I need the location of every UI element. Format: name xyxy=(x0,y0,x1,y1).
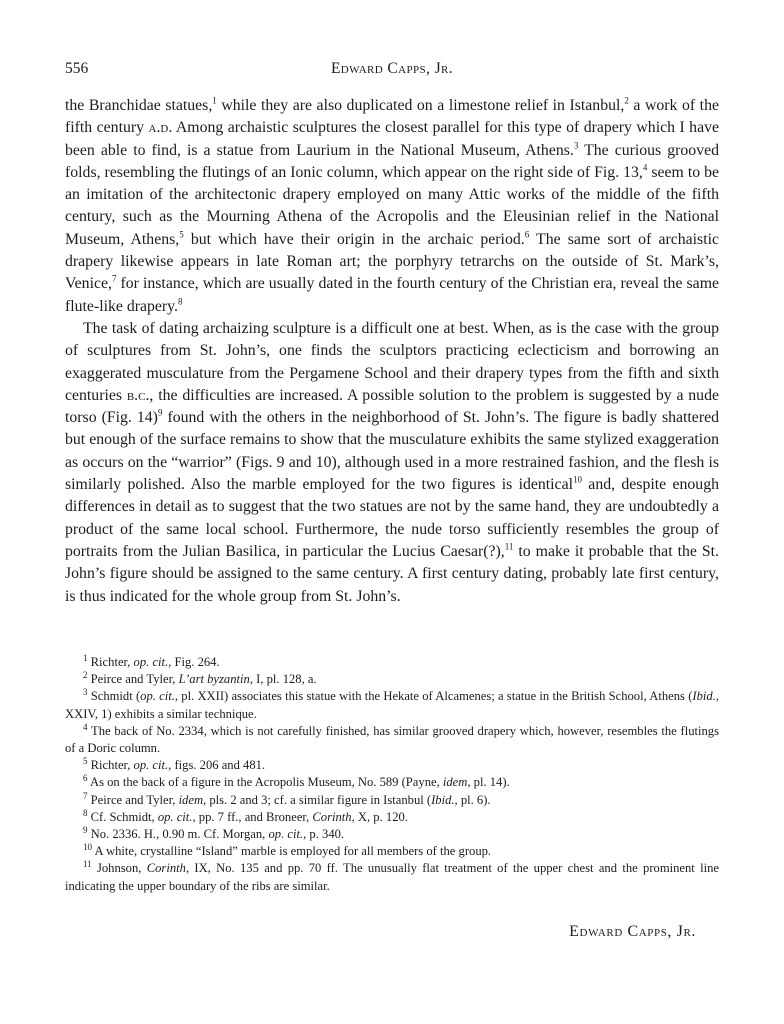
footnote-text-run: , XXIV, 1) exhibits a similar technique. xyxy=(65,689,719,721)
footnote-ref: 9 xyxy=(157,407,163,418)
author-signature: Edward Capps, Jr. xyxy=(569,923,696,940)
footnote-text-run: Cf. Schmidt, xyxy=(90,809,158,824)
footnote-italic-run: op. cit. xyxy=(133,655,169,669)
running-head: Edward Capps, Jr. xyxy=(330,60,454,77)
footnote-text-run: , pl. 14). xyxy=(467,775,510,790)
text-run: while they are also duplicated on a limestone relief in Istanbul, xyxy=(216,97,625,114)
footnote-text-run: A white, crystalline “Island” marble is employed for all members of the group. xyxy=(94,844,492,859)
footnote-italic-run: op. cit. xyxy=(268,827,304,842)
footnote-number: 11 xyxy=(83,859,92,870)
footnotes xyxy=(65,654,719,895)
footnote-italic-run: op. cit. xyxy=(133,758,169,773)
footnote-ref: 6 xyxy=(524,229,530,240)
footnote-italic-run: Ibid. xyxy=(431,792,455,807)
footnote-ref: 7 xyxy=(111,274,117,285)
footnote-number: 1 xyxy=(83,652,88,663)
footnote-italic-run: L’art byzantin xyxy=(178,672,250,687)
text-run: the Branchidae statues, xyxy=(65,97,213,114)
footnote xyxy=(65,671,719,688)
text-run: a work of the fifth century xyxy=(65,97,719,137)
footnote xyxy=(65,826,719,843)
footnote-italic-run: op. cit. xyxy=(157,809,193,824)
footnote-text-run: , pls. 2 and 3; cf. a similar figure in Istanbul ( xyxy=(203,792,432,807)
text-run: but which have their origin in the archaic period. xyxy=(183,230,525,248)
body-text xyxy=(65,95,719,608)
text-run: Among archaistic sculptures the closest parallel for this type of drapery which I have been able to find, is a statue from Laurium in the National Museum, Athens. xyxy=(65,119,720,159)
footnote-ref: 10 xyxy=(572,474,582,485)
footnote-italic-run: idem xyxy=(442,775,468,790)
footnote-number: 8 xyxy=(83,807,88,818)
text-run: The curious grooved folds, resembling the flutings of an Ionic column, which appear on the right side of Fig. 13, xyxy=(65,141,719,181)
footnote-text-run: Schmidt ( xyxy=(90,689,141,704)
footnote xyxy=(65,792,719,809)
text-run: and, despite enough differences in detail as to suggest that the two statues are not by the same hand, they are undoubtedly a product of the same local school. Furthermore, the nude torso sufficiently resembles the group of portraits from the Julian Basilica, in particular the Lucius Caesar(?), xyxy=(65,476,719,560)
footnote-italic-run: Ibid. xyxy=(692,689,716,704)
footnote-text-run: Johnson, xyxy=(96,861,147,876)
footnote-text-run: , pl. XXII) associates this statue with the Hekate of Alcamenes; a statue in the British School, Athens ( xyxy=(174,689,693,704)
page-number: 556 xyxy=(65,60,89,77)
footnote-text-run: Richter, xyxy=(90,655,134,669)
footnote-text-run: , I, pl. 128, a. xyxy=(249,672,317,687)
era-abbrev: a.d. xyxy=(148,119,173,137)
footnote-number: 10 xyxy=(83,842,92,853)
text-run: to make it probable that the St. John’s figure should be assigned to the same century. A first century dating, probably late first century, is thus indicated for the whole group from St. John’s. xyxy=(65,542,719,605)
footnote-text-run: The back of No. 2334, which is not carefully finished, has similar grooved drapery which, however, resembles the flutings of a Doric column. xyxy=(65,723,719,756)
text-run: The same sort of archaistic drapery likewise appears in late Roman art; the porphyry tetrarchs on the outside of St. Mark’s, Venice, xyxy=(65,230,719,293)
footnote xyxy=(65,723,719,757)
footnote-number: 3 xyxy=(83,687,88,698)
footnote-number: 2 xyxy=(83,670,88,681)
footnote-text-run: , Fig. 264. xyxy=(168,655,220,669)
footnote xyxy=(65,654,719,671)
footnote-text-run: , X, p. 120. xyxy=(351,809,408,824)
footnote-text-run: Peirce and Tyler, xyxy=(90,672,179,687)
footnote-ref: 1 xyxy=(212,95,217,106)
text-run: seem to be an imitation of the architectonic drapery employed on many Attic works of the middle of the fifth century, such as the Mourning Athena of the Acropolis and the Eleusinian relief in the National Museum, Athens, xyxy=(65,163,719,248)
footnote-ref: 5 xyxy=(179,229,184,240)
text-run: , the difficulties are increased. A possible solution to the problem is suggested by a nude torso (Fig. 14) xyxy=(65,386,719,427)
footnote-italic-run: Corinth xyxy=(146,861,186,876)
footnote-italic-run: Corinth xyxy=(312,809,352,824)
footnote-text-run: Richter, xyxy=(90,758,134,773)
text-run: for instance, which are usually dated in the fourth century of the Christian era, reveal the same flute-like drapery. xyxy=(65,275,719,315)
footnote-number: 5 xyxy=(83,756,88,767)
footnote-italic-run: idem xyxy=(178,792,204,807)
footnote-text-run: Peirce and Tyler, xyxy=(90,792,179,807)
page-header xyxy=(65,60,719,86)
text-run: The task of dating archaizing sculpture is a difficult one at best. When, as is the case with the group of sculptures from St. John’s, one finds the sculptors practicing eclecticism and borrowing an exaggerated musculature from the Pergamene School and their drapery types from the fifth and sixth centuries xyxy=(65,319,719,404)
paragraph-2 xyxy=(65,318,719,608)
footnote xyxy=(65,843,719,860)
footnote-italic-run: op. cit. xyxy=(140,689,175,704)
footnote xyxy=(65,860,719,894)
footnote xyxy=(65,757,719,774)
footnote-number: 4 xyxy=(83,721,88,732)
footnote-ref: 4 xyxy=(642,162,648,173)
footnote-ref: 2 xyxy=(624,95,629,106)
footnote-ref: 11 xyxy=(504,541,514,552)
footnote-text-run: , pp. 7 ff., and Broneer, xyxy=(192,809,313,824)
footnote-ref: 3 xyxy=(573,140,579,151)
footnote-ref: 8 xyxy=(178,296,183,307)
era-abbrev: b.c. xyxy=(126,386,150,404)
footnote-number: 9 xyxy=(83,824,88,835)
footnote xyxy=(65,809,719,826)
footnote-text-run: , p. 340. xyxy=(303,827,345,842)
footnote-text-run: As on the back of a figure in the Acropolis Museum, No. 589 (Payne, xyxy=(89,775,443,790)
footnote xyxy=(65,774,719,791)
footnote-number: 6 xyxy=(83,773,88,784)
footnote-number: 7 xyxy=(83,790,88,801)
footnote-text-run: , figs. 206 and 481. xyxy=(168,758,266,773)
paragraph-1 xyxy=(65,95,719,318)
footnote-text-run: , pl. 6). xyxy=(454,792,491,807)
text-run: found with the others in the neighborhood of St. John’s. The figure is badly shattered but enough of the surface remains to show that the musculature exhibits the same stylized exaggeration as occurs on the “warrior” (Figs. 9 and 10), although used in a more restrained fashion, and the flesh is similarly polished. Also the marble employed for the two figures is identical xyxy=(65,409,719,494)
footnote-text-run: , IX, No. 135 and pp. 70 ff. The unusually flat treatment of the upper chest and the prominent line indicating the upper boundary of the ribs are similar. xyxy=(65,861,719,893)
footnote-text-run: No. 2336. H., 0.90 m. Cf. Morgan, xyxy=(90,827,269,842)
footnote xyxy=(65,688,719,722)
